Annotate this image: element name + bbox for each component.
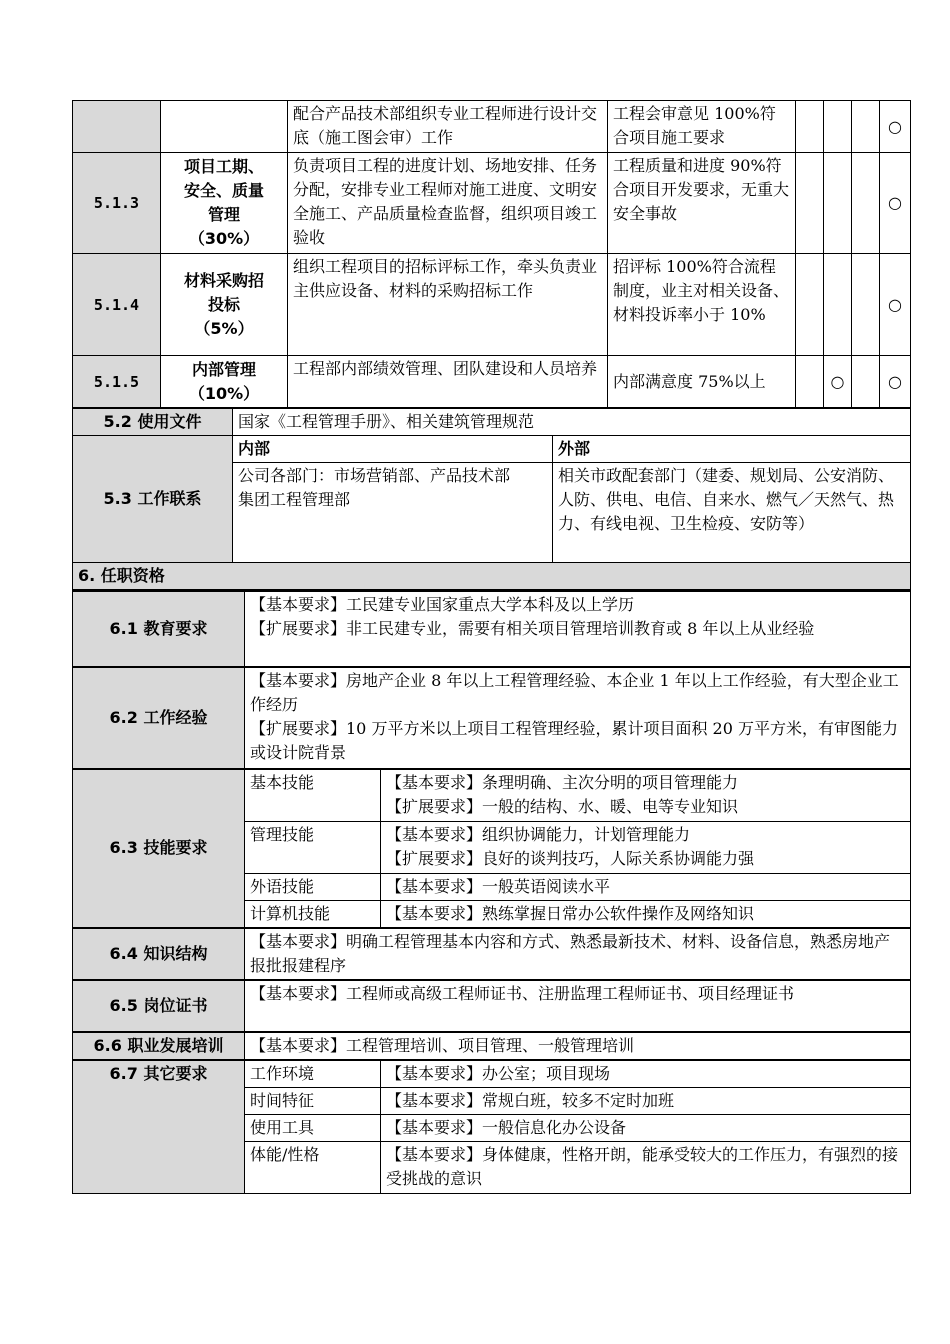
certificate-row	[73, 980, 911, 1032]
duty-row	[73, 254, 911, 356]
contacts-external-head: 外部	[553, 436, 911, 463]
experience-label: 6.2 工作经验	[73, 667, 245, 769]
duty-criteria: 招评标 100%符合流程制度，业主对相关设备、材料投诉率小于 10%	[608, 254, 796, 356]
duty-id: 5.1.4	[73, 254, 161, 356]
duty-desc: 负责项目工程的进度计划、场地安排、任务分配，安排专业工程师对施工进度、文明安全施工、产品质量检查监督，组织项目竣工验收	[288, 153, 608, 254]
documents-row	[73, 409, 911, 436]
duty-criteria: 内部满意度 75%以上	[608, 356, 796, 408]
skill-name: 计算机技能	[245, 900, 381, 928]
knowledge-text: 【基本要求】明确工程管理基本内容和方式、熟悉最新技术、材料、设备信息，熟悉房地产报批报建程序	[245, 928, 911, 980]
duty-mark	[796, 356, 824, 408]
documents-label: 5.2 使用文件	[73, 409, 233, 436]
duty-desc: 组织工程项目的招标评标工作，牵头负责业主供应设备、材料的采购招标工作	[288, 254, 608, 356]
training-row	[73, 1032, 911, 1060]
contacts-internal-head: 内部	[233, 436, 553, 463]
duty-name: 材料采购招 投标 （5%）	[161, 254, 288, 356]
duty-mark	[852, 153, 880, 254]
education-row	[73, 591, 911, 667]
duty-mark	[852, 101, 880, 153]
contacts-label: 5.3 工作联系	[73, 436, 233, 563]
skill-text: 【基本要求】条理明确、主次分明的项目管理能力 【扩展要求】一般的结构、水、暖、电等专业知识	[381, 769, 911, 821]
duty-mark: ○	[880, 356, 911, 408]
duty-mark: ○	[880, 254, 911, 356]
skill-name: 管理技能	[245, 821, 381, 873]
other-text: 【基本要求】身体健康，性格开朗，能承受较大的工作压力，有强烈的接受挑战的意识	[381, 1141, 911, 1193]
section6-title-row	[73, 563, 911, 590]
duty-criteria: 工程质量和进度 90%符合项目开发要求，无重大安全事故	[608, 153, 796, 254]
contacts-external: 相关市政配套部门（建委、规划局、公安消防、人防、供电、电信、自来水、燃气／天然气、热力、有线电视、卫生检疫、安防等）	[553, 463, 911, 563]
contacts-internal: 公司各部门：市场营销部、产品技术部 集团工程管理部	[233, 463, 553, 563]
certificate-text: 【基本要求】工程师或高级工程师证书、注册监理工程师证书、项目经理证书	[245, 980, 911, 1032]
duty-mark: ○	[880, 101, 911, 153]
duty-mark	[852, 356, 880, 408]
skill-text: 【基本要求】熟练掌握日常办公软件操作及网络知识	[381, 900, 911, 928]
duty-mark	[796, 153, 824, 254]
other-name: 时间特征	[245, 1087, 381, 1114]
duty-name: 项目工期、 安全、质量 管理 （30%）	[161, 153, 288, 254]
other-text: 【基本要求】一般信息化办公设备	[381, 1114, 911, 1141]
training-text: 【基本要求】工程管理培训、项目管理、一般管理培训	[245, 1032, 911, 1060]
skill-name: 外语技能	[245, 873, 381, 900]
duty-row	[73, 153, 911, 254]
duty-id: 5.1.5	[73, 356, 161, 408]
duty-mark	[824, 254, 852, 356]
duty-row	[73, 101, 911, 153]
skill-name: 基本技能	[245, 769, 381, 821]
job-description-page	[72, 100, 910, 1194]
duty-mark: ○	[880, 153, 911, 254]
duty-mark	[852, 254, 880, 356]
experience-text: 【基本要求】房地产企业 8 年以上工程管理经验、本企业 1 年以上工作经验，有大型企业工作经历 【扩展要求】10 万平方米以上项目工程管理经验，累计项目面积 20 万平方米，有审图能力或设计院背景	[245, 667, 911, 769]
other-name: 使用工具	[245, 1114, 381, 1141]
duty-row	[73, 356, 911, 408]
skill-text: 【基本要求】一般英语阅读水平	[381, 873, 911, 900]
duty-table	[72, 100, 911, 408]
other-name: 工作环境	[245, 1060, 381, 1088]
other-name: 体能/性格	[245, 1141, 381, 1193]
qualifications-table	[72, 590, 911, 1194]
skill-text: 【基本要求】组织协调能力，计划管理能力 【扩展要求】良好的谈判技巧，人际关系协调能力强	[381, 821, 911, 873]
documents-contacts-table	[72, 408, 911, 590]
section6-title: 6. 任职资格	[73, 563, 911, 590]
duty-mark	[824, 153, 852, 254]
contacts-head-row	[73, 436, 911, 463]
experience-row	[73, 667, 911, 769]
certificate-label: 6.5 岗位证书	[73, 980, 245, 1032]
knowledge-label: 6.4 知识结构	[73, 928, 245, 980]
training-label: 6.6 职业发展培训	[73, 1032, 245, 1060]
other-row	[73, 1060, 911, 1088]
skills-row	[73, 769, 911, 821]
duty-desc: 工程部内部绩效管理、团队建设和人员培养	[288, 356, 608, 408]
duty-name-cell	[161, 101, 288, 153]
duty-mark	[824, 101, 852, 153]
duty-id: 5.1.3	[73, 153, 161, 254]
other-label: 6.7 其它要求	[73, 1060, 245, 1194]
skills-label: 6.3 技能要求	[73, 769, 245, 928]
duty-mark	[796, 254, 824, 356]
duty-mark	[796, 101, 824, 153]
duty-name: 内部管理 （10%）	[161, 356, 288, 408]
documents-value: 国家《工程管理手册》、相关建筑管理规范	[233, 409, 911, 436]
knowledge-row	[73, 928, 911, 980]
education-label: 6.1 教育要求	[73, 591, 245, 667]
other-text: 【基本要求】常规白班，较多不定时加班	[381, 1087, 911, 1114]
duty-criteria: 工程会审意见 100%符合项目施工要求	[608, 101, 796, 153]
duty-id-cell	[73, 101, 161, 153]
duty-desc: 配合产品技术部组织专业工程师进行设计交底（施工图会审）工作	[288, 101, 608, 153]
other-text: 【基本要求】办公室；项目现场	[381, 1060, 911, 1088]
education-text: 【基本要求】工民建专业国家重点大学本科及以上学历 【扩展要求】非工民建专业，需要有相关项目管理培训教育或 8 年以上从业经验	[245, 591, 911, 667]
duty-mark: ○	[824, 356, 852, 408]
